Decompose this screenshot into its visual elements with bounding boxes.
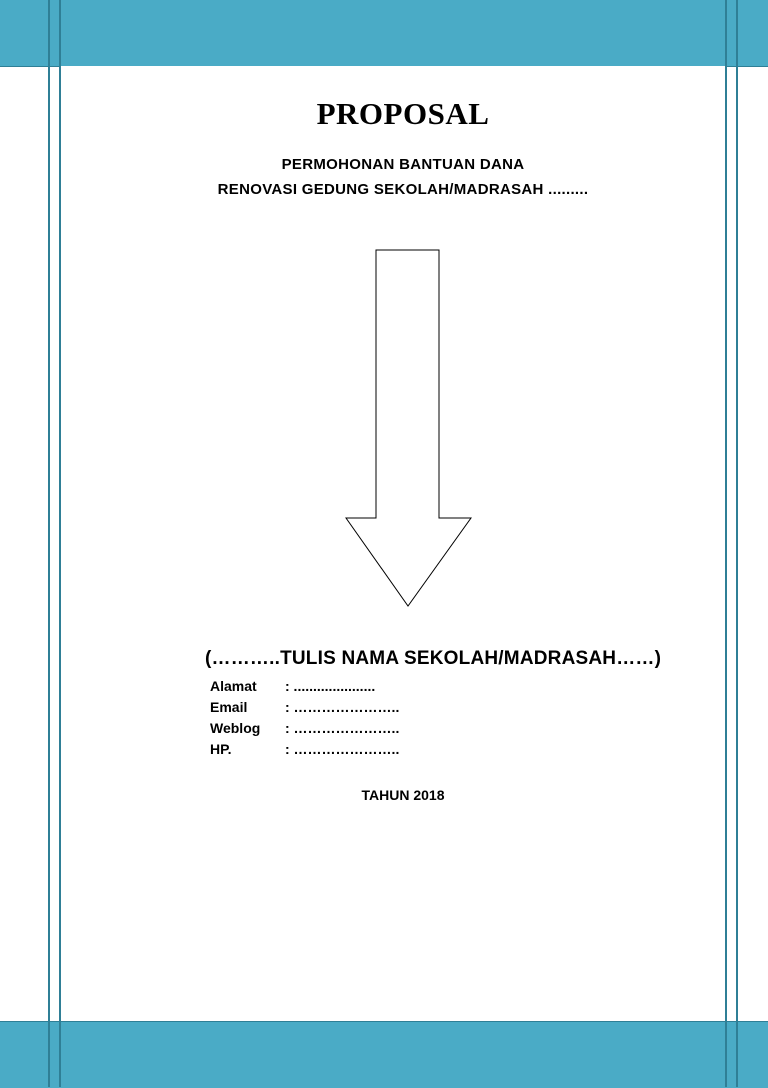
subtitle-line-1: PERMOHONAN BANTUAN DANA: [281, 156, 525, 173]
school-name-placeholder: (………..TULIS NAMA SEKOLAH/MADRASAH……): [205, 648, 662, 669]
contact-value: : …………………..: [285, 720, 400, 736]
contact-row-phone: [210, 739, 399, 760]
document-title: PROPOSAL: [316, 96, 490, 131]
contact-row-email: [210, 697, 399, 718]
contact-value: : …………………..: [285, 699, 400, 715]
year-label: TAHUN 2018: [361, 787, 445, 803]
contact-label: Alamat: [210, 678, 257, 694]
contact-label: Weblog: [210, 720, 261, 736]
contact-label: HP.: [210, 741, 232, 757]
top-header-band: [0, 0, 768, 67]
contact-label: Email: [210, 699, 248, 715]
subtitle-line-2: RENOVASI GEDUNG SEKOLAH/MADRASAH .........: [217, 181, 589, 198]
contact-info: [210, 676, 399, 760]
contact-value: : …………………..: [285, 741, 400, 757]
down-arrow-icon: [344, 248, 474, 610]
bottom-footer-band: [0, 1021, 768, 1088]
contact-value: : .....................: [285, 678, 376, 694]
contact-row-address: [210, 676, 399, 697]
contact-row-weblog: [210, 718, 399, 739]
